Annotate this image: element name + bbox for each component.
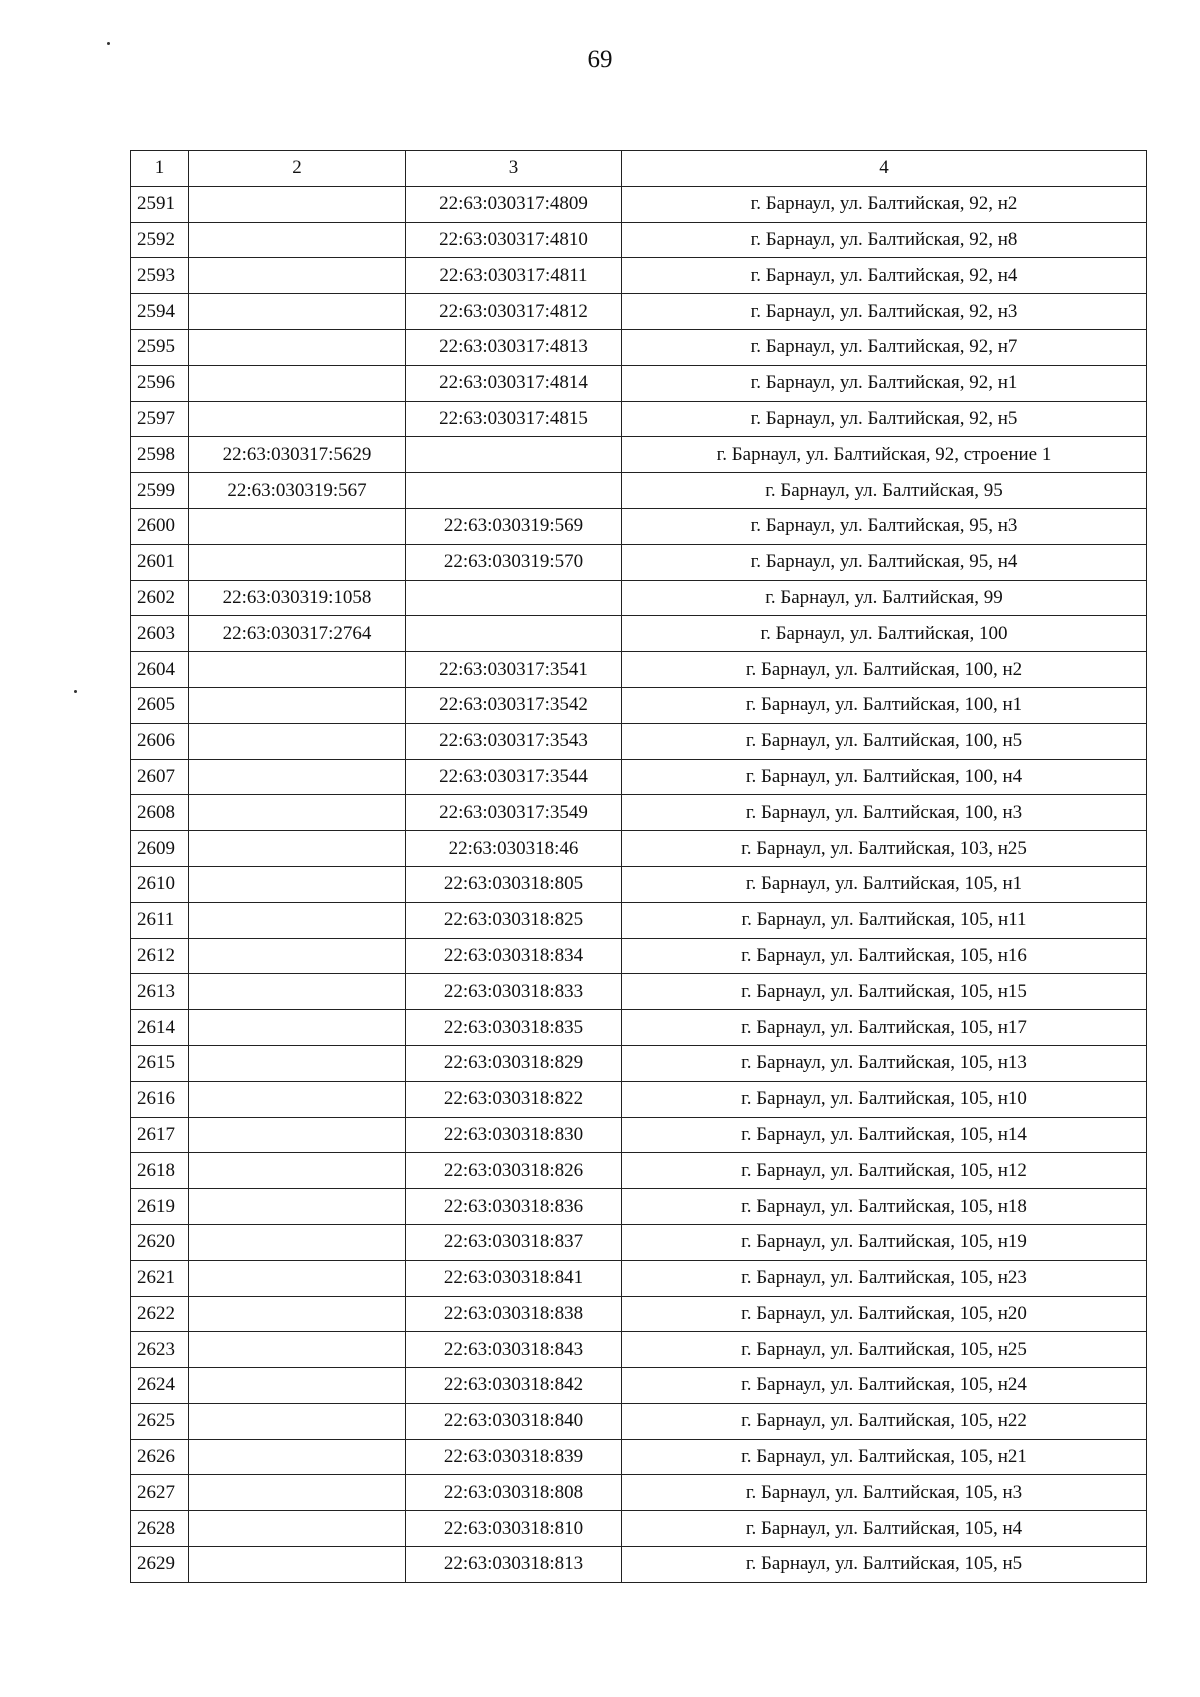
row-number-cell: 2623 (131, 1332, 189, 1368)
row-number-cell: 2604 (131, 652, 189, 688)
address-cell: г. Барнаул, ул. Балтийская, 105, н22 (622, 1403, 1147, 1439)
address-cell: г. Барнаул, ул. Балтийская, 92, н1 (622, 365, 1147, 401)
land-cadastral-number-cell (189, 1296, 406, 1332)
row-number-cell: 2613 (131, 974, 189, 1010)
land-cadastral-number-cell: 22:63:030319:1058 (189, 580, 406, 616)
land-cadastral-number-cell (189, 1081, 406, 1117)
row-number-cell: 2600 (131, 508, 189, 544)
row-number-cell: 2619 (131, 1189, 189, 1225)
row-number-cell: 2602 (131, 580, 189, 616)
table-row (131, 1296, 1147, 1332)
table-row (131, 1224, 1147, 1260)
table-row (131, 294, 1147, 330)
table-row (131, 1189, 1147, 1225)
row-number-cell: 2607 (131, 759, 189, 795)
table-row (131, 723, 1147, 759)
table-row (131, 1511, 1147, 1547)
scan-artifact (74, 690, 77, 693)
land-cadastral-number-cell (189, 866, 406, 902)
table-row (131, 687, 1147, 723)
premises-cadastral-number-cell: 22:63:030318:830 (406, 1117, 622, 1153)
address-cell: г. Барнаул, ул. Балтийская, 92, строение 1 (622, 437, 1147, 473)
premises-cadastral-number-cell: 22:63:030317:4810 (406, 222, 622, 258)
column-header-3: 3 (406, 151, 622, 187)
address-cell: г. Барнаул, ул. Балтийская, 105, н19 (622, 1224, 1147, 1260)
address-cell: г. Барнаул, ул. Балтийская, 100 (622, 616, 1147, 652)
land-cadastral-number-cell (189, 294, 406, 330)
address-cell: г. Барнаул, ул. Балтийская, 105, н17 (622, 1010, 1147, 1046)
table-row (131, 1403, 1147, 1439)
land-cadastral-number-cell (189, 1368, 406, 1404)
row-number-cell: 2618 (131, 1153, 189, 1189)
address-cell: г. Барнаул, ул. Балтийская, 95, н4 (622, 544, 1147, 580)
premises-cadastral-number-cell: 22:63:030318:838 (406, 1296, 622, 1332)
table-row (131, 831, 1147, 867)
land-cadastral-number-cell (189, 329, 406, 365)
premises-cadastral-number-cell: 22:63:030317:3549 (406, 795, 622, 831)
premises-cadastral-number-cell: 22:63:030318:839 (406, 1439, 622, 1475)
table-row (131, 652, 1147, 688)
column-header-2: 2 (189, 151, 406, 187)
land-cadastral-number-cell (189, 508, 406, 544)
premises-cadastral-number-cell: 22:63:030318:841 (406, 1260, 622, 1296)
premises-cadastral-number-cell: 22:63:030318:836 (406, 1189, 622, 1225)
premises-cadastral-number-cell (406, 580, 622, 616)
row-number-cell: 2616 (131, 1081, 189, 1117)
land-cadastral-number-cell (189, 1010, 406, 1046)
land-cadastral-number-cell (189, 687, 406, 723)
land-cadastral-number-cell (189, 1045, 406, 1081)
table-body (131, 186, 1147, 1582)
land-cadastral-number-cell: 22:63:030317:5629 (189, 437, 406, 473)
address-cell: г. Барнаул, ул. Балтийская, 92, н2 (622, 186, 1147, 222)
address-cell: г. Барнаул, ул. Балтийская, 92, н8 (622, 222, 1147, 258)
table-row (131, 795, 1147, 831)
table-row (131, 437, 1147, 473)
land-cadastral-number-cell (189, 401, 406, 437)
column-header-4: 4 (622, 151, 1147, 187)
land-cadastral-number-cell (189, 1475, 406, 1511)
land-cadastral-number-cell (189, 365, 406, 401)
column-header-1: 1 (131, 151, 189, 187)
premises-cadastral-number-cell: 22:63:030318:810 (406, 1511, 622, 1547)
land-cadastral-number-cell (189, 723, 406, 759)
table-row (131, 1117, 1147, 1153)
land-cadastral-number-cell (189, 902, 406, 938)
table-row (131, 1332, 1147, 1368)
address-cell: г. Барнаул, ул. Балтийская, 105, н24 (622, 1368, 1147, 1404)
table-row (131, 1368, 1147, 1404)
land-cadastral-number-cell (189, 795, 406, 831)
address-cell: г. Барнаул, ул. Балтийская, 100, н2 (622, 652, 1147, 688)
address-cell: г. Барнаул, ул. Балтийская, 105, н16 (622, 938, 1147, 974)
table-row (131, 1045, 1147, 1081)
premises-cadastral-number-cell: 22:63:030318:826 (406, 1153, 622, 1189)
table-row (131, 616, 1147, 652)
scan-artifact (107, 42, 110, 45)
row-number-cell: 2615 (131, 1045, 189, 1081)
premises-cadastral-number-cell: 22:63:030318:829 (406, 1045, 622, 1081)
row-number-cell: 2593 (131, 258, 189, 294)
row-number-cell: 2598 (131, 437, 189, 473)
land-cadastral-number-cell (189, 544, 406, 580)
row-number-cell: 2608 (131, 795, 189, 831)
premises-cadastral-number-cell (406, 437, 622, 473)
address-cell: г. Барнаул, ул. Балтийская, 100, н3 (622, 795, 1147, 831)
address-cell: г. Барнаул, ул. Балтийская, 105, н1 (622, 866, 1147, 902)
premises-cadastral-number-cell (406, 616, 622, 652)
table-row (131, 401, 1147, 437)
premises-cadastral-number-cell: 22:63:030318:833 (406, 974, 622, 1010)
land-cadastral-number-cell (189, 1511, 406, 1547)
address-cell: г. Барнаул, ул. Балтийская, 95, н3 (622, 508, 1147, 544)
table-row (131, 186, 1147, 222)
address-cell: г. Барнаул, ул. Балтийская, 100, н5 (622, 723, 1147, 759)
registry-table (130, 150, 1147, 1583)
address-cell: г. Барнаул, ул. Балтийская, 100, н1 (622, 687, 1147, 723)
land-cadastral-number-cell (189, 258, 406, 294)
row-number-cell: 2626 (131, 1439, 189, 1475)
row-number-cell: 2611 (131, 902, 189, 938)
premises-cadastral-number-cell: 22:63:030318:842 (406, 1368, 622, 1404)
table-row (131, 1475, 1147, 1511)
land-cadastral-number-cell (189, 1260, 406, 1296)
address-cell: г. Барнаул, ул. Балтийская, 105, н20 (622, 1296, 1147, 1332)
land-cadastral-number-cell (189, 938, 406, 974)
row-number-cell: 2624 (131, 1368, 189, 1404)
land-cadastral-number-cell (189, 759, 406, 795)
address-cell: г. Барнаул, ул. Балтийская, 100, н4 (622, 759, 1147, 795)
row-number-cell: 2595 (131, 329, 189, 365)
row-number-cell: 2612 (131, 938, 189, 974)
premises-cadastral-number-cell: 22:63:030317:3543 (406, 723, 622, 759)
premises-cadastral-number-cell: 22:63:030318:835 (406, 1010, 622, 1046)
address-cell: г. Барнаул, ул. Балтийская, 92, н5 (622, 401, 1147, 437)
land-cadastral-number-cell (189, 1403, 406, 1439)
table-row (131, 938, 1147, 974)
premises-cadastral-number-cell: 22:63:030318:813 (406, 1547, 622, 1583)
address-cell: г. Барнаул, ул. Балтийская, 105, н18 (622, 1189, 1147, 1225)
premises-cadastral-number-cell: 22:63:030318:837 (406, 1224, 622, 1260)
row-number-cell: 2609 (131, 831, 189, 867)
land-cadastral-number-cell (189, 186, 406, 222)
row-number-cell: 2591 (131, 186, 189, 222)
premises-cadastral-number-cell: 22:63:030317:3544 (406, 759, 622, 795)
table-header-row (131, 151, 1147, 187)
land-cadastral-number-cell (189, 831, 406, 867)
land-cadastral-number-cell (189, 974, 406, 1010)
row-number-cell: 2601 (131, 544, 189, 580)
address-cell: г. Барнаул, ул. Балтийская, 99 (622, 580, 1147, 616)
premises-cadastral-number-cell: 22:63:030317:4809 (406, 186, 622, 222)
table-row (131, 1439, 1147, 1475)
row-number-cell: 2629 (131, 1547, 189, 1583)
table-row (131, 365, 1147, 401)
address-cell: г. Барнаул, ул. Балтийская, 105, н14 (622, 1117, 1147, 1153)
row-number-cell: 2628 (131, 1511, 189, 1547)
land-cadastral-number-cell (189, 652, 406, 688)
table-row (131, 1153, 1147, 1189)
land-cadastral-number-cell (189, 1153, 406, 1189)
address-cell: г. Барнаул, ул. Балтийская, 92, н3 (622, 294, 1147, 330)
premises-cadastral-number-cell: 22:63:030317:3542 (406, 687, 622, 723)
land-cadastral-number-cell: 22:63:030317:2764 (189, 616, 406, 652)
premises-cadastral-number-cell: 22:63:030318:808 (406, 1475, 622, 1511)
row-number-cell: 2594 (131, 294, 189, 330)
row-number-cell: 2622 (131, 1296, 189, 1332)
premises-cadastral-number-cell: 22:63:030317:4814 (406, 365, 622, 401)
row-number-cell: 2606 (131, 723, 189, 759)
address-cell: г. Барнаул, ул. Балтийская, 105, н12 (622, 1153, 1147, 1189)
address-cell: г. Барнаул, ул. Балтийская, 105, н23 (622, 1260, 1147, 1296)
address-cell: г. Барнаул, ул. Балтийская, 105, н3 (622, 1475, 1147, 1511)
premises-cadastral-number-cell (406, 473, 622, 509)
row-number-cell: 2599 (131, 473, 189, 509)
premises-cadastral-number-cell: 22:63:030318:840 (406, 1403, 622, 1439)
row-number-cell: 2592 (131, 222, 189, 258)
land-cadastral-number-cell (189, 222, 406, 258)
premises-cadastral-number-cell: 22:63:030317:3541 (406, 652, 622, 688)
row-number-cell: 2614 (131, 1010, 189, 1046)
address-cell: г. Барнаул, ул. Балтийская, 105, н21 (622, 1439, 1147, 1475)
table-row (131, 508, 1147, 544)
table-row (131, 866, 1147, 902)
row-number-cell: 2596 (131, 365, 189, 401)
land-cadastral-number-cell: 22:63:030319:567 (189, 473, 406, 509)
premises-cadastral-number-cell: 22:63:030318:805 (406, 866, 622, 902)
land-cadastral-number-cell (189, 1439, 406, 1475)
table-row (131, 902, 1147, 938)
address-cell: г. Барнаул, ул. Балтийская, 105, н25 (622, 1332, 1147, 1368)
table-row (131, 580, 1147, 616)
row-number-cell: 2610 (131, 866, 189, 902)
row-number-cell: 2627 (131, 1475, 189, 1511)
premises-cadastral-number-cell: 22:63:030318:46 (406, 831, 622, 867)
premises-cadastral-number-cell: 22:63:030317:4813 (406, 329, 622, 365)
table-row (131, 544, 1147, 580)
land-cadastral-number-cell (189, 1224, 406, 1260)
premises-cadastral-number-cell: 22:63:030317:4815 (406, 401, 622, 437)
land-cadastral-number-cell (189, 1332, 406, 1368)
table-row (131, 329, 1147, 365)
row-number-cell: 2603 (131, 616, 189, 652)
address-cell: г. Барнаул, ул. Балтийская, 95 (622, 473, 1147, 509)
table-row (131, 974, 1147, 1010)
premises-cadastral-number-cell: 22:63:030318:843 (406, 1332, 622, 1368)
address-cell: г. Барнаул, ул. Балтийская, 105, н15 (622, 974, 1147, 1010)
table-row (131, 1547, 1147, 1583)
land-cadastral-number-cell (189, 1547, 406, 1583)
land-cadastral-number-cell (189, 1117, 406, 1153)
land-cadastral-number-cell (189, 1189, 406, 1225)
table-row (131, 1010, 1147, 1046)
address-cell: г. Барнаул, ул. Балтийская, 105, н4 (622, 1511, 1147, 1547)
address-cell: г. Барнаул, ул. Балтийская, 92, н4 (622, 258, 1147, 294)
row-number-cell: 2620 (131, 1224, 189, 1260)
address-cell: г. Барнаул, ул. Балтийская, 103, н25 (622, 831, 1147, 867)
table-row (131, 1081, 1147, 1117)
table-row (131, 222, 1147, 258)
table-row (131, 759, 1147, 795)
address-cell: г. Барнаул, ул. Балтийская, 105, н11 (622, 902, 1147, 938)
premises-cadastral-number-cell: 22:63:030317:4811 (406, 258, 622, 294)
table-row (131, 258, 1147, 294)
address-cell: г. Барнаул, ул. Балтийская, 92, н7 (622, 329, 1147, 365)
row-number-cell: 2625 (131, 1403, 189, 1439)
table-row (131, 473, 1147, 509)
table-row (131, 1260, 1147, 1296)
premises-cadastral-number-cell: 22:63:030319:569 (406, 508, 622, 544)
premises-cadastral-number-cell: 22:63:030317:4812 (406, 294, 622, 330)
page-number: 69 (587, 46, 613, 73)
address-cell: г. Барнаул, ул. Балтийская, 105, н13 (622, 1045, 1147, 1081)
address-cell: г. Барнаул, ул. Балтийская, 105, н5 (622, 1547, 1147, 1583)
address-cell: г. Барнаул, ул. Балтийская, 105, н10 (622, 1081, 1147, 1117)
premises-cadastral-number-cell: 22:63:030318:834 (406, 938, 622, 974)
row-number-cell: 2621 (131, 1260, 189, 1296)
premises-cadastral-number-cell: 22:63:030319:570 (406, 544, 622, 580)
row-number-cell: 2605 (131, 687, 189, 723)
premises-cadastral-number-cell: 22:63:030318:825 (406, 902, 622, 938)
premises-cadastral-number-cell: 22:63:030318:822 (406, 1081, 622, 1117)
row-number-cell: 2597 (131, 401, 189, 437)
row-number-cell: 2617 (131, 1117, 189, 1153)
